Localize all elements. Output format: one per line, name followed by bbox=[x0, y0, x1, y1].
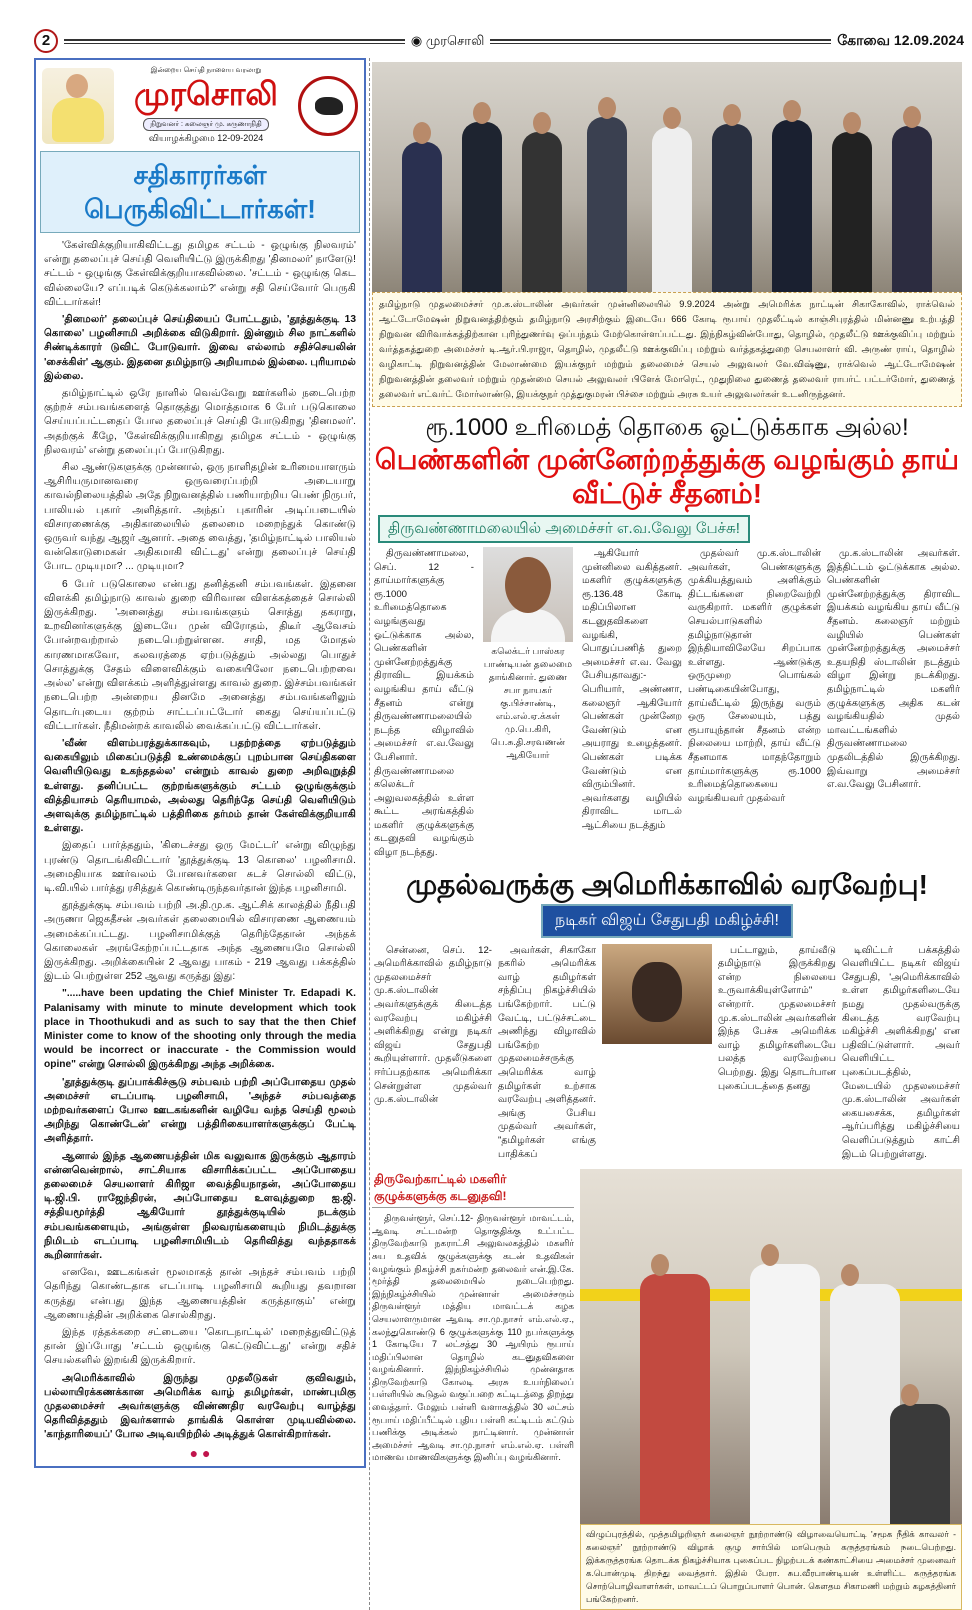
masthead-founder: நிறுவனர் : கலைஞர் மு. கருணாநிதி bbox=[143, 118, 268, 131]
minister-portrait-photo bbox=[483, 547, 573, 642]
masthead-tagline: இன்றைய செய்தி நாளைய வரலாறு bbox=[150, 67, 262, 74]
page-header-bar bbox=[34, 28, 964, 54]
editorial-headline: சதிகாரர்கள் பெருகிவிட்டார்கள்! bbox=[40, 151, 360, 233]
page-number: 2 bbox=[34, 29, 58, 53]
story2-columns bbox=[372, 944, 962, 1162]
masthead-title: முரசொலி bbox=[134, 76, 278, 112]
editorial-column bbox=[34, 58, 366, 1468]
drum-logo-icon: ◉ bbox=[410, 32, 423, 48]
editorial-paragraph: 'வீண் விளம்பரத்துக்காகவும், பதற்றத்தை ஏற்படுத்தும் வகையிலும் மிகைப்படுத்தி உண்மைக்குப் புறம்பான செய்திகளை வெளியிடுவது உகந்ததல்ல' என்றும் காவல் துறை அறிவுறுத்தி உள்ளது. தனிப்பட்ட குற்றங்களுக்கும் சட்டம் ஒழுங்குக்கும் வித்தியாசம் தெரியாமல், அல்லது தெரிந்தே செய்தி வெளியிடும் அளவுக்கு தமிழ்நாட்டில் பத்திரிகை தர்மம் தான் கேள்விக்குறியாகி உள்ளது. bbox=[44, 737, 356, 835]
editorial-paragraph: சில ஆண்டுகளுக்கு முன்னால், ஒரு நாளிதழின் உரிமையாளரும் ஆசிரியருமானவரை ஒருவரைப்பற்றி அடையாறு காவல்நிலையத்தில் அதே நிறுவனத்தில் பணியாற்றிய பெண் நிருபர், பாலியல் புகார் அளித்தார். அந்தப் புகாரின் அடிப்படையில் விசாரணைக்கு அதிகாலையில் தலைமை மறைந்துக் கொண்டு ஒருவர் வந்து ஆஜர் ஆனார். அதை வைத்து, 'தமிழ்நாட்டில் பாலியல் வன்கொடுமைகள் அதிகமாகி விட்டது' என்று தலைப்புச் செய்தி போட முடியுமா? ... முடியுமா? bbox=[44, 462, 356, 573]
editorial-paragraph: தமிழ்நாட்டில் ஒரே நாளில் வெவ்வேறு ஊர்களில் நடைபெற்ற குற்றச் சம்பவங்களைத் தொகுத்து மொத்தமாக 6 பேர் படுகொலை செய்யப்பட்டதைப் போல தலைப்புச் செய்தி போடுகிறது 'தினமலர்'. அதற்குக் கீழே, 'கேள்விக்குறியாகிறது தமிழக சட்டம் - ஒழுங்கு நிலவரம்' என்று தலைப்புப் போடுகிறது. bbox=[44, 388, 356, 456]
header-rule bbox=[490, 39, 831, 44]
editorial-paragraph: இதைப் பார்த்ததும், 'கிடைச்சது ஒரு மேட்டர்' என்று விழுந்து புரண்டு தொடங்கிவிட்டார் 'தூத்துக்குடி 13 கொலை' பழனிசாமி. அமைதியாக ஊர்வலம் போனவர்களை சுடச் சொல்லி விட்டு, டி.வி.யில் பார்த்து ரசித்துக் கொண்டிருந்தவர்தான் இந்த பழனிசாமி. bbox=[44, 840, 356, 894]
photo-caption: தமிழ்நாடு முதலமைச்சர் மு.க.ஸ்டாலின் அவர்கள் முன்னிலையில் 9.9.2024 அன்று அமெரிக்க நாட்டின் சிகாகோவில், ராக்வெல் ஆட்டோமேஷன் நிறுவனத்திற்கும் தமிழ்நாடு அரசிற்கும் இடையே 666 கோடி ரூபாய் முதலீட்டில் காஞ்சிபுரத்தில் மின்னணு உற்பத்தி நிறுவன விரிவாக்கத்திற்கான புரிந்துணர்வு ஒப்பந்தம் மேற்கொள்ளப்பட்டது. இந்நிகழ்வின்போது, தொழில், முதலீட்டு ஊக்குவிப்பு மற்றும் வர்த்தகத்துறை அமைச்சர் டி.ஆர்.பி.ராஜா, தொழில், முதலீட்டு ஊக்குவிப்பு மற்றும் வர்த்தகத்துறை செயலாளர் வி. அருண் ராய், தொழில் வழிகாட்டி நிறுவனத்தின் மேலாண்மை இயக்குநர் மற்றும் தலைமைச் செயல் அலுவலர் வே.விஷ்ணு, ராக்வெல் ஆட்டோமேஷன் நிறுவனத்தின் தலைவர் மற்றும் முதன்மை செயல் அலுவலர் பிளேக் மோரெட், முதுநிலை துணைத் தலைவர் ராபர்ட் பட்டர்மோர், துணைத் தலைவர் எட்வர்ட் மோர்லாண்டு, இயக்குநர் முத்துகுமரன் பிச்சை மற்றும் அரசு உயர் அலுவலர்கள் உடனிருந்தனர். bbox=[372, 292, 962, 407]
story1-col-4: மு.க.ஸ்டாலின் அவர்கள். இத்திட்டம் ஓட்டுக்காக அல்ல. பெண்களின் முன்னேற்றத்துக்கு திராவிட இயக்கம் வழங்கிய தாய் வீட்டு சீதனம். கலைஞர் மற்றும் வழியில் பெண்கள் முன்னேற்றத்துக்கு அமைச்சர் உதயநிதி ஸ்டாலின் நடத்தும் விழா இன்று நடக்கிறது. தமிழ்நாட்டில் மகளிர் குழுக்களுக்கு அதிக கடன் வழங்கியதில் முதல் மாவட்டங்களில் திருவண்ணாமலை முதலிடத்தில் இருக்கிறது. இவ்வாறு அமைச்சர் எ.வ.வேலு பேசினார். bbox=[827, 548, 960, 791]
editorial-paragraph: 'கேள்விக்குறியாகிவிட்டது தமிழக சட்டம் - ஒழுங்கு நிலவரம்' என்று தலைப்புச் செய்தி வெளியிட்டு இருக்கிறது 'தினமலர்' நாளேடு! சட்டம் - ஒழுங்கு கேள்விக்குறியாகவில்லை. 'சட்டம் - ஒழுங்கு கெட வில்லையே? எப்படிக் கெடுக்கலாம்?' என்று சதி செய்வோர் பெருகி விட்டார்கள்! bbox=[44, 240, 356, 308]
story2-col-2: அவர்கள், சிகாகோ நகரில் அமெரிக்க வாழ் தமிழர்கள் சந்திப்பு நிகழ்ச்சியில் பங்கேற்றார். பட்டு வேட்டி, பட்டுச்சட்டை அணிந்து விழாவில் பங்கேற்ற முதலமைச்சருக்கு அமெரிக்க வாழ் தமிழர்கள் உற்சாக வரவேற்பு அளித்தனர். அங்கு பேசிய முதல்வர் அவர்கள், "தமிழர்கள் எங்கு பாதிக்கப் bbox=[498, 944, 596, 1160]
editorial-paragraph: அமெரிக்காவில் இருந்து முதலீடுகள் குவிவதும், பல்லாயிரக்கணக்கான அமெரிக்க வாழ் தமிழர்கள், மாண்புமிகு முதலமைச்சர் அவர்களுக்கு விண்ணதிர வரவேற்பு வாழ்த்து தெரிவித்ததும் இவர்களால் தாங்கிக் கொள்ள முடியவில்லை. 'காந்தாரியைப்' போல அடிவயிற்றில் அடித்துக் கொள்கிறார்கள். bbox=[44, 1372, 356, 1441]
right-news-area bbox=[372, 62, 962, 1610]
story3 bbox=[372, 1169, 574, 1464]
story3-photo-caption: விழுப்புரத்தில், முத்தமிழறிஞர் கலைஞர் நூற்றாண்டு விழாவையொட்டி 'சமூக நீதிக் காவலர் - கலைஞர்' நூற்றாண்டு விழாக் குழு சார்பில் மாபெரும் கருத்தரங்கம் நடைபெற்றது. இக்கருத்தரங்க தொடக்க நிகழ்ச்சியாக புகைப்பட நிழற்படக் கண்காட்சியை அமைச்சர் முனைவர் க.பொன்முடி திறந்து வைத்தார். இதில் பேரா. சுப.வீரபாண்டியன் உள்ளிட்ட கருத்தரங்க சொற்பொழிவாளர்கள், மாவட்டப் பொறுப்பாளர் பொன். கௌதம சிகாமணி மற்றும் கழகத்தினர் பங்கேற்றனர். bbox=[580, 1524, 962, 1610]
story3-headline: திருவேற்காட்டில் மகளிர் குழுக்களுக்கு கடனுதவி! bbox=[372, 1169, 574, 1208]
story1-columns bbox=[372, 547, 962, 860]
edition-date: கோவை 12.09.2024 bbox=[837, 31, 965, 48]
editorial-paragraph: 6 பேர் படுகொலை என்பது தனித்தனி சம்பவங்கள். இதனை விளக்கி தமிழ்நாடு காவல் துறை விரிவான விளக்கத்தைச் சொல்லி இருக்கிறது. 'அனைத்து சம்பவங்களும் சொத்து தகராறு, உறவினர்களுக்கு இடையே முன் விரோதம், திடீர் ஆவேசம் போன்றவற்றால் நடைபெற்றுள்ளன. சாதி, மத மோதல் காரணமாகவோ, கலவரத்தை ஏற்படுத்தும் அல்லது பொதுச் சொத்துக்கு சேதம் விளைவிக்கும் வகையிலோ நடைபெற்றவை அல்ல' என்று விளக்கம் அளித்துள்ளது காவல் துறை. இச்சம்பவங்கள் நடைபெற்ற அன்றைய தினமே அனைத்து சம்பவங்களிலும் தொடர்புடைய குற்றம் சாட்டப்பட்டோர் கைது செய்யப்பட்டு விட்டார்கள். நீதிமன்றக் காவலில் வைக்கப்பட்டு விட்டார்கள். bbox=[44, 578, 356, 732]
story1-headline: பெண்களின் முன்னேற்றத்துக்கு வழங்கும் தாய் வீட்டுச் சீதனம்! bbox=[374, 444, 960, 509]
bottom-section bbox=[372, 1169, 962, 1610]
editorial-body bbox=[44, 239, 356, 1460]
end-mark: ● ● bbox=[189, 1444, 211, 1461]
masthead bbox=[36, 60, 364, 151]
story1-col-1: திருவண்ணாமலை, செப். 12 - தாய்மார்களுக்கு ரூ.1000 உரிமைத்தொகை வழங்குவது ஓட்டுக்காக அல்ல, பெண்களின் முன்னேற்றத்துக்கு திராவிட இயக்கம் வழங்கிய தாய் வீட்டு சீதனம் என்று திருவண்ணாமலையில் நடந்த விழாவில் அமைச்சர் எ.வ.வேலு பேசினார். திருவண்ணாமலை கலெக்டர் அலுவலகத்தில் உள்ள கூட்ட அரங்கத்தில் மகளிர் குழுக்களுக்கு கடனுதவி வழங்கும் விழா நடந்தது. bbox=[374, 548, 474, 859]
story1-photo-caption: கலெக்டர் பாஸ்கர பாண்டியன் தலைமை தாங்கினார். துணை சபா நாயகர் கு.பிச்சாண்டி, எம்.எல்.ஏ.க்கள் மு.பெ.கிரி, பெ.சு.தி.சரவணன் ஆகியோர் bbox=[483, 646, 573, 760]
masthead-logo bbox=[118, 66, 294, 145]
story2-col-3: பட்டாலும், தாய்வீடு தமிழ்நாடு இருக்கிறது என்ற நிலையை உருவாக்கியுள்ளோம்" என்றார். முதலமைச்சர் மு.க.ஸ்டாலின் அவர்களின் இந்த பேச்சு அமெரிக்க வாழ் தமிழர்களிடையே பலத்த வரவேற்பை பெற்றது. இது தொடர்பான புகைப்படத்தை தனது bbox=[718, 944, 836, 1092]
story1-kicker: ரூ.1000 உரிமைத் தொகை ஓட்டுக்காக அல்ல! bbox=[425, 414, 909, 441]
founder-portrait bbox=[42, 68, 114, 144]
column-divider bbox=[369, 58, 370, 1610]
story1-subhead: திருவண்ணாமலையில் அமைச்சர் எ.வ.வேலு பேச்சு! bbox=[378, 515, 750, 543]
mou-signing-photo bbox=[372, 62, 962, 292]
story3-photo-block bbox=[580, 1169, 962, 1610]
story2-col-4: டிவிட்டர் பக்கத்தில் வெளியிட்ட நடிகர் விஜய் சேதுபதி, 'அமெரிக்காவில் உள்ள தமிழர்களிடையே நமது முதல்வருக்கு கிடைத்த வரவேற்பு மகிழ்ச்சி அளிக்கிறது' என பதிவிட்டுள்ளார். அவர் வெளியிட்ட புகைப்படத்தில், மேடையில் முதலமைச்சர் மு.க.ஸ்டாலின் அவர்கள் கையசைக்க, தமிழர்கள் ஆர்ப்பரித்து மகிழ்ச்சியை வெளிப்படுத்தும் காட்சி இடம் பெற்றுள்ளது. bbox=[842, 944, 960, 1160]
editorial-paragraph: தூத்துக்குடி சம்பவம் பற்றி அ.தி.மு.க. ஆட்சிக் காலத்தில் நீதிபதி அருணா ஜெகதீசன் அவர்கள் தலைமையில் விசாரணை ஆணையம் அமைக்கப்பட்டது. பழனிசாமிக்குத் தெரிந்தேதான் அந்தக் கொலைகள் அரங்கேற்றப்பட்டதாக அந்த ஆணையமே சொல்லி இருக்கிறது. அறிக்கையின் 2 ஆவது பாகம் - 219 ஆவது பக்கத்தில் இடம் பெற்றுள்ள 252 ஆவது கருத்து இது: bbox=[44, 900, 356, 983]
party-emblem-icon bbox=[298, 76, 358, 136]
header-paper-name bbox=[411, 33, 484, 50]
editorial-paragraph: இந்த ரத்தக்கறை சட்டையை 'கொடநாட்டில்' மறைத்துவிட்டுத் தான் இப்போது 'சட்டம் ஒழுங்கு கெட்டுவிட்டது' என்று சதிச் செயல்களில் இறங்கி இருக்கிறார். bbox=[44, 1327, 356, 1367]
editorial-paragraph: ".....have been updating the Chief Minister Tr. Edapadi K. Palanisamy with minute to minute development which took place in Thoothukudi and as such to say that the then Chief Minister come to know of the shooting only through the media would be incorrect or inaccurate - the Commission would opine" என்று சொல்லி இருக்கிறது அந்த அறிக்கை. bbox=[44, 988, 356, 1071]
story1-col-2: ஆகியோர் முன்னிலை வகித்தனர். மகளிர் குழுக்களுக்கு ரூ.136.48 கோடி மதிப்பிலான கடனுதவிகளை வழங்கி, பொதுப்பணித் துறை அமைச்சர் எ.வ. வேலு பேசியதாவது:- பெரியார், அண்ணா, கலைஞர் ஆகியோர் பெண்கள் முன்னேற வேண்டும் என அயராது உழைத்தனர். பெண்கள் படிக்க வேண்டும் என விரும்பினர். அவர்களது வழியில் திராவிட மாடல் ஆட்சியை நடத்தும் bbox=[582, 548, 682, 831]
story1-col-3: முதல்வர் மு.க.ஸ்டாலின் அவர்கள், பெண்களுக்கு முக்கியத்துவம் அளிக்கும் திட்டங்களை நிறைவேற்றி வருகிறார். மகளிர் குழுக்கள் செயல்பாடுகளில் தமிழ்நாடுதான் இந்தியாவிலேயே சிறப்பாக உள்ளது. ஆண்டுக்கு ஒருமுறை பொங்கல் பண்டிகையின்போது, தாய்வீட்டில் இருந்து வரும் ஒரு சேலையும், பத்து ரூபாயுந்தான் சீதனம் என்ற நிலையை மாற்றி, தாய் வீட்டு சீதனமாக மாதந்தோறும் தாய்மார்களுக்கு ரூ.1000 உரிமைத்தொகையை வழங்கியவர் முதல்வர் bbox=[688, 548, 821, 804]
exhibition-inauguration-photo bbox=[580, 1169, 962, 1524]
story2-headline: முதல்வருக்கு அமெரிக்காவில் வரவேற்பு! bbox=[406, 868, 928, 900]
story2-col-1: சென்னை, செப். 12- அமெரிக்காவில் தமிழ்நாடு முதலமைச்சர் மு.க.ஸ்டாலின் அவர்களுக்குக் கிடைத்த வரவேற்பு மகிழ்ச்சி அளிக்கிறது என்று நடிகர் விஜய் சேதுபதி கூறியுள்ளார். முதலீடுகளை ஈர்ப்பதற்காக அமெரிக்கா சென்றுள்ள முதல்வர் மு.க.ஸ்டாலின் bbox=[374, 944, 492, 1106]
header-paper-name-text: முரசொலி bbox=[425, 32, 485, 48]
header-rule bbox=[64, 39, 405, 44]
story2-subhead: நடிகர் விஜய் சேதுபதி மகிழ்ச்சி! bbox=[541, 904, 793, 938]
editorial-paragraph: 'தினமலர்' தலைப்புச் செய்தியைப் போட்டதும், 'தூத்துக்குடி 13 கொலை' பழனிசாமி அறிக்கை விடுகிறார். இன்னும் சில நாட்களில் சிண்டிக்காரர் டுவிட் போடுவார். இவை எல்லாம் சதிச்செயலின் 'சைக்கிள்' ஆகும். இதனை தமிழ்நாடு அறியாமல் இல்லை. புரியாமல் இல்லை. bbox=[44, 314, 356, 382]
actor-photo bbox=[602, 944, 712, 1044]
editorial-paragraph: எனவே, ஊடகங்கள் மூலமாகத் தான் அந்தச் சம்பவம் பற்றி தெரிந்து கொண்டதாக எடப்பாடி பழனிசாமி கூறியது தவறான கருத்து என்பது இந்த ஆணையத்தின் கருத்தாகும்' என்று ஆணையத்தின் அறிக்கை சொல்கிறது. bbox=[44, 1267, 356, 1321]
story1-photo-block bbox=[480, 547, 576, 762]
story3-body: திருவள்ளூர், செப்.12- திருவள்ளூர் மாவட்டம், ஆவடி சட்டமன்ற தொகுதிக்கு உட்பட்ட திருவேற்காடு நகராட்சி அலுவலகத்தில் மகளிர் சுய உதவிக் குழுக்களுக்கு கடன் உதவிகள் வழங்கும் நிகழ்ச்சி நகர்மன்ற தலைவர் என்.இ.கே. மூர்த்தி தலைமையில் நடைபெற்றது. இந்நிகழ்ச்சியில் முன்னாள் அமைச்சரும் திருவள்ளூர் மத்திய மாவட்டக் கழக செயலாளருமான ஆவடி சா.மு.நாசர் எம்.எல்.ஏ., கலந்துகொண்டு 6 குழுக்களுக்கு 110 நபர்களுக்கு 1 கோடியே 7 லட்சத்து 30 ஆயிரம் ரூபாய் மதிப்பிலான தொழில் கடனுதவிகளை வழங்கினார். இந்நிகழ்ச்சியில் முன்னதாக திருவேற்காடு கோலடி அரசு உயர்நிலைப் பள்ளியில் கூடுதல் வகுப்பறை கட்டிடத்தை திறந்து வைத்தார். மேலும் பள்ளி வளாகத்தில் 30 லட்சம் ரூபாய் மதிப்பீட்டில் புதிய பள்ளி கட்டிடம் கட்டும் பணிக்கு அடிக்கல் நாட்டினார். முன்னாள் அமைச்சர் ஆவடி சா.மு.நாசர் எம்.எல்.ஏ. பள்ளி மாணவ மாணவிகளுக்கு இனிப்பு வழங்கினார். bbox=[372, 1213, 574, 1463]
editorial-paragraph: 'தூத்துக்குடி துப்பாக்கிச்சூடு சம்பவம் பற்றி அப்போதைய முதல் அமைச்சர் எடப்பாடி பழனிசாமி, 'அந்தச் சம்பவத்தை மற்றவர்களைப் போல ஊடகங்களின் வழியே வந்த செய்தி மூலம் அறிந்து கொண்டேன்' என்று பத்திரிகையாளர்களுக்குப் பேட்டி அளித்தார். bbox=[44, 1076, 356, 1145]
issue-date: வியாழக்கிழமை 12-09-2024 bbox=[148, 133, 264, 143]
editorial-paragraph: ஆனால் இந்த ஆணையத்தின் மிக வலுவாக இருக்கும் ஆதாரம் என்னவென்றால், சாட்சியாக விசாரிக்கப்பட்ட அப்போதைய தலைமைச் செயலாளர் கிரிஜா வைத்தியநாதன், அப்போதைய டி.ஜி.பி. ராஜேந்திரன், அப்போதைய உளவுத்துறை ஐ.ஜி. சத்தியமூர்த்தி ஆகியோர் தூத்துக்குடியில் நடக்கும் சம்பவங்களையும், அங்குள்ள நிலவரங்களையும் நிமிடத்துக்கு நிமிடம் எடப்பாடி பழனிசாமியிடம் தெரிவித்து வந்ததாகக் கூறினார்கள். bbox=[44, 1150, 356, 1262]
